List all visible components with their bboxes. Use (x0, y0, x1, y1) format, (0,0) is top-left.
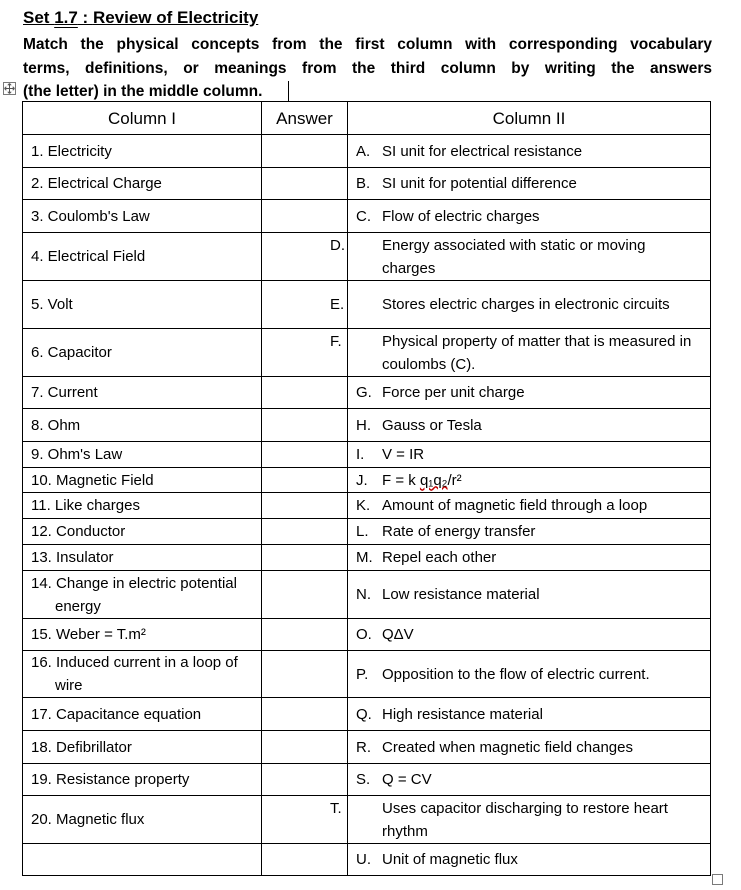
concept-cell: 4. Electrical Field (23, 233, 262, 281)
table-row (23, 233, 711, 281)
definition-text: Energy associated with static or moving charges (382, 236, 646, 277)
answer-cell[interactable] (262, 764, 348, 796)
answer-cell[interactable] (262, 135, 348, 168)
answer-cell[interactable] (262, 545, 348, 571)
concept-cell: 19. Resistance property (23, 764, 262, 796)
definition-text: SI unit for potential difference (382, 175, 577, 192)
option-letter: S. (356, 771, 371, 788)
definition-text: Low resistance material (382, 586, 540, 603)
table-row (23, 651, 711, 698)
table-row (23, 377, 711, 409)
table-resize-handle-icon[interactable] (712, 874, 723, 885)
concept-cell: 5. Volt (23, 281, 262, 329)
table-row (23, 764, 711, 796)
option-letter: H. (356, 416, 371, 434)
definition-text: Physical property of matter that is measured in coulombs (C). (382, 332, 692, 373)
definition-cell (348, 442, 711, 468)
definition-cell (348, 619, 711, 651)
option-letter: J. (356, 471, 368, 489)
answer-cell[interactable] (262, 200, 348, 233)
concept-cell: 16. Induced current in a loop of wire (23, 651, 262, 698)
concept-cell: 8. Ohm (23, 409, 262, 442)
definition-text: Uses capacitor discharging to restore heart rhythm (382, 799, 668, 840)
answer-cell[interactable] (262, 377, 348, 409)
option-letter: L. (356, 523, 369, 540)
option-letter: O. (356, 626, 372, 643)
column-header: Column II (348, 102, 711, 135)
option-letter: M. (356, 549, 373, 566)
option-letter: A. (356, 142, 371, 160)
definition-cell (330, 796, 711, 844)
definition-cell (348, 409, 711, 442)
definition-text: Amount of magnetic field through a loop (382, 497, 648, 514)
coulomb-formula-prefix: F = k (382, 471, 420, 489)
concept-cell: 1. Electricity (23, 135, 262, 168)
answer-cell[interactable] (262, 651, 348, 698)
option-letter: U. (356, 851, 371, 868)
concept-cell: 13. Insulator (23, 545, 262, 571)
definition-cell (348, 493, 711, 519)
text-cursor (288, 81, 289, 101)
definition-cell (330, 329, 711, 377)
instructions (23, 33, 712, 104)
column-header: Column I (23, 102, 262, 135)
definition-text: Force per unit charge (382, 384, 525, 401)
definition-cell (348, 200, 711, 233)
table-row (23, 796, 711, 844)
table-row (23, 442, 711, 468)
table-row (23, 519, 711, 545)
coulomb-formula-suffix: /r² (447, 471, 462, 489)
option-letter: R. (356, 738, 371, 756)
concept-cell (23, 844, 262, 876)
concept-cell: 20. Magnetic flux (23, 796, 262, 844)
definition-text: High resistance material (382, 705, 543, 723)
concept-cell: 6. Capacitor (23, 329, 262, 377)
definition-text: Opposition to the flow of electric current. (382, 665, 650, 683)
definition-cell (330, 281, 711, 329)
definition-cell (348, 571, 711, 619)
answer-cell[interactable] (262, 168, 348, 200)
option-letter: T. (330, 799, 342, 817)
answer-cell[interactable] (262, 571, 348, 619)
answer-cell[interactable] (262, 619, 348, 651)
concept-cell: 9. Ohm's Law (23, 442, 262, 468)
concept-cell: 11. Like charges (23, 493, 262, 519)
table-row (23, 571, 711, 619)
concept-cell: 2. Electrical Charge (23, 168, 262, 200)
option-letter: G. (356, 384, 372, 401)
option-letter: F. (330, 332, 342, 350)
definition-text: Rate of energy transfer (382, 523, 536, 540)
option-letter: E. (330, 296, 345, 313)
option-letter: D. (330, 236, 345, 254)
definition-cell (348, 519, 711, 545)
answer-cell[interactable] (262, 493, 348, 519)
definition-cell (348, 651, 711, 698)
table-row (23, 619, 711, 651)
option-letter: I. (356, 446, 365, 463)
definition-text: QΔV (382, 626, 414, 643)
option-letter: C. (356, 207, 371, 225)
table-row (23, 409, 711, 442)
table-row (23, 698, 711, 731)
instruction-line: terms, definitions, or meanings from the third column by writing the answers (23, 59, 712, 77)
option-letter: B. (356, 175, 371, 192)
table-row (23, 493, 711, 519)
definition-cell (330, 233, 711, 281)
option-letter: P. (356, 665, 369, 683)
concept-cell: 10. Magnetic Field (23, 468, 262, 493)
definition-text: Created when magnetic field changes (382, 738, 633, 756)
definition-cell (348, 731, 711, 764)
definition-cell (348, 468, 711, 493)
matching-table (22, 101, 711, 876)
document-title: Set 1.7 : Review of Electricity (23, 8, 259, 27)
definition-cell (348, 135, 711, 168)
definition-text: Unit of magnetic flux (382, 851, 518, 868)
definition-text: SI unit for electrical resistance (382, 142, 583, 160)
concept-cell: 18. Defibrillator (23, 731, 262, 764)
definition-cell (348, 844, 711, 876)
set-number: 1.7 (54, 8, 78, 27)
answer-cell[interactable] (262, 844, 348, 876)
table-move-handle-icon[interactable] (3, 82, 16, 95)
definition-cell (348, 764, 711, 796)
answer-cell[interactable] (262, 698, 348, 731)
option-letter: K. (356, 497, 371, 514)
definition-text: Flow of electric charges (382, 207, 540, 225)
coulomb-formula-charges: q₁q₂ (419, 471, 448, 489)
table-row (23, 731, 711, 764)
definition-text: V = IR (382, 446, 425, 463)
option-letter: Q. (356, 705, 372, 723)
definition-cell (348, 168, 711, 200)
definition-cell (348, 377, 711, 409)
table-row (23, 281, 711, 329)
concept-cell: 15. Weber = T.m² (23, 619, 262, 651)
table-row (23, 135, 711, 168)
column-header: Answer (262, 102, 348, 135)
definition-text: Stores electric charges in electronic circuits (382, 296, 670, 313)
table-row (23, 168, 711, 200)
answer-cell[interactable] (262, 468, 348, 493)
concept-cell: 17. Capacitance equation (23, 698, 262, 731)
concept-cell: 14. Change in electric potential energy (23, 571, 262, 619)
answer-cell[interactable] (262, 409, 348, 442)
answer-cell[interactable] (262, 731, 348, 764)
title-text: Review of Electricity (92, 8, 259, 27)
definition-text: Repel each other (382, 549, 497, 566)
instruction-line: (the letter) in the middle column. (23, 83, 263, 100)
definition-text: Gauss or Tesla (382, 416, 482, 434)
table-row (23, 329, 711, 377)
definition-text: Q = CV (382, 771, 432, 788)
table-row (23, 468, 711, 493)
table-row (23, 545, 711, 571)
concept-cell: 3. Coulomb's Law (23, 200, 262, 233)
concept-cell: 7. Current (23, 377, 262, 409)
table-row (23, 200, 711, 233)
option-letter: N. (356, 586, 371, 603)
concept-cell: 12. Conductor (23, 519, 262, 545)
definition-cell (348, 545, 711, 571)
answer-cell[interactable] (262, 519, 348, 545)
table-row (23, 844, 711, 876)
definition-cell (348, 698, 711, 731)
instruction-line: Match the physical concepts from the first column with corresponding vocabulary (23, 36, 712, 53)
table-header-row (23, 102, 711, 135)
answer-cell[interactable] (262, 442, 348, 468)
